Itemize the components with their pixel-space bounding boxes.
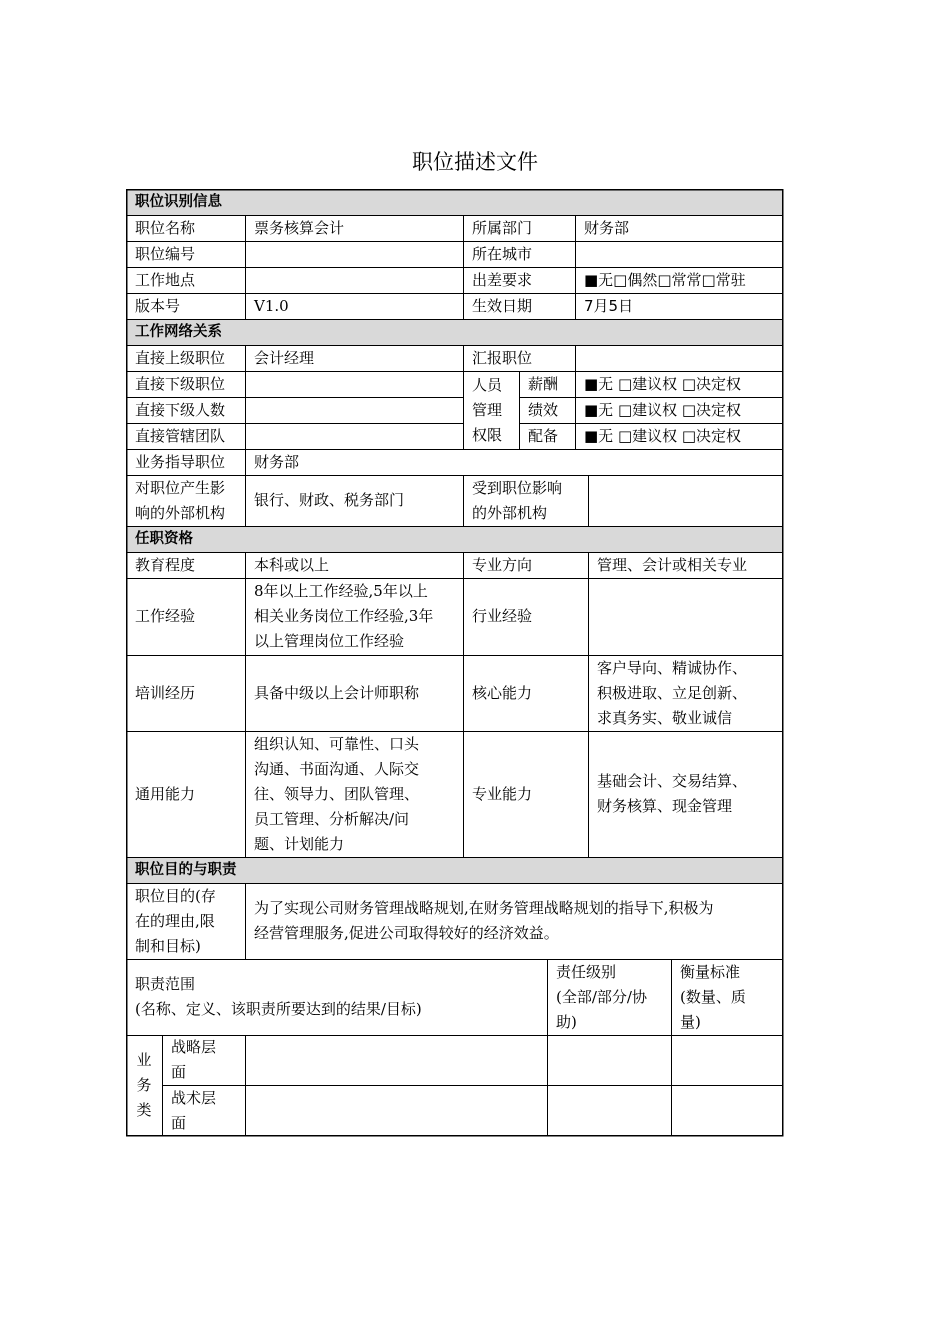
label-responsibility-level: 责任级别 (全部/部分/协 助): [556, 962, 647, 1031]
value-education: 本科或以上: [254, 555, 330, 574]
value-travel: ■无□偶然□常常□常驻: [584, 270, 746, 289]
value-position-code: [245, 241, 463, 267]
label-subordinate: 直接下级职位: [135, 374, 226, 393]
label-report-position: 汇报职位: [472, 348, 533, 367]
label-tactical-level: 战术层 面: [171, 1088, 217, 1132]
value-hr-performance: ■无 □建议权 □决定权: [584, 400, 742, 419]
value-position-name: 票务核算会计: [254, 218, 345, 237]
label-influenced-external: 受到职位影响 的外部机构: [472, 478, 563, 522]
value-training: 具备中级以上会计师职称: [254, 683, 420, 702]
value-hr-staffing: ■无 □建议权 □决定权: [584, 426, 742, 445]
value-professional-competency: 基础会计、交易结算、 财务核算、现金管理: [597, 772, 748, 815]
section-identity: 职位识别信息: [126, 189, 783, 215]
label-hr-rights: 人员 管理 权限: [472, 375, 503, 444]
value-city: [575, 241, 783, 267]
value-business-guide: 财务部: [254, 452, 300, 471]
value-team: [245, 423, 463, 449]
label-work-location: 工作地点: [135, 270, 196, 289]
value-department: 财务部: [584, 218, 630, 237]
value-work-experience: 8年以上工作经验,5年以上 相关业务岗位工作经验,3年 以上管理岗位工作经验: [254, 582, 434, 650]
label-core-competency: 核心能力: [472, 683, 533, 702]
value-superior: 会计经理: [254, 348, 315, 367]
label-version: 版本号: [135, 296, 181, 315]
label-superior: 直接上级职位: [135, 348, 226, 367]
label-position-code: 职位编号: [135, 244, 196, 263]
label-professional-competency: 专业能力: [472, 784, 533, 803]
value-major: 管理、会计或相关专业: [597, 555, 748, 574]
label-department: 所属部门: [472, 218, 533, 237]
label-subordinate-count: 直接下级人数: [135, 400, 226, 419]
label-travel: 出差要求: [472, 270, 533, 289]
value-influenced-external: [588, 475, 783, 526]
label-hr-staffing: 配备: [528, 426, 559, 445]
label-measurement-standard: 衡量标准 (数量、质 量): [680, 962, 746, 1031]
label-hr-salary: 薪酬: [528, 374, 559, 393]
section-network: 工作网络关系: [126, 319, 783, 345]
label-hr-performance: 绩效: [528, 400, 559, 419]
value-influence-external: 银行、财政、税务部门: [254, 491, 405, 509]
value-position-purpose: 为了实现公司财务管理战略规划,在财务管理战略规划的指导下,积极为 经营管理服务,促进公司取得较好的经济效益。: [254, 899, 714, 942]
label-major: 专业方向: [472, 555, 533, 574]
page-title: 职位描述文件: [412, 150, 538, 174]
section-duties: 职位目的与职责: [126, 857, 783, 883]
label-effective-date: 生效日期: [472, 296, 533, 315]
label-education: 教育程度: [135, 555, 196, 574]
value-general-competency: 组织认知、可靠性、口头 沟通、书面沟通、人际交 往、领导力、团队管理、 员工管理、分析解决/问 题、计划能力: [254, 734, 420, 853]
label-training: 培训经历: [135, 683, 196, 702]
value-hr-salary: ■无 □建议权 □决定权: [584, 374, 742, 393]
value-subordinate-count: [245, 397, 463, 423]
label-general-competency: 通用能力: [135, 784, 196, 803]
label-influence-external: 对职位产生影 响的外部机构: [135, 478, 226, 522]
label-duty-scope: 职责范围 (名称、定义、该职责所要达到的结果/目标): [135, 975, 422, 1018]
label-industry-experience: 行业经验: [472, 607, 533, 625]
value-effective-date: 7月5日: [584, 296, 634, 315]
value-report-position: [575, 345, 783, 371]
label-strategic-level: 战略层 面: [171, 1038, 217, 1081]
label-position-purpose: 职位目的(存 在的理由,限 制和目标): [135, 886, 216, 955]
label-team: 直接管辖团队: [135, 426, 226, 445]
value-version: V1.0: [254, 296, 289, 315]
label-work-experience: 工作经验: [135, 607, 196, 625]
value-core-competency: 客户导向、精诚协作、 积极进取、立足创新、 求真务实、敬业诚信: [597, 658, 748, 727]
value-work-location: [245, 267, 463, 293]
value-subordinate: [245, 371, 463, 397]
label-city: 所在城市: [472, 244, 533, 263]
section-qualification: 任职资格: [126, 526, 783, 552]
label-business-category: 业 务 类: [136, 1051, 152, 1119]
label-business-guide: 业务指导职位: [135, 452, 226, 471]
value-industry-experience: [588, 578, 783, 655]
label-position-name: 职位名称: [135, 218, 196, 237]
